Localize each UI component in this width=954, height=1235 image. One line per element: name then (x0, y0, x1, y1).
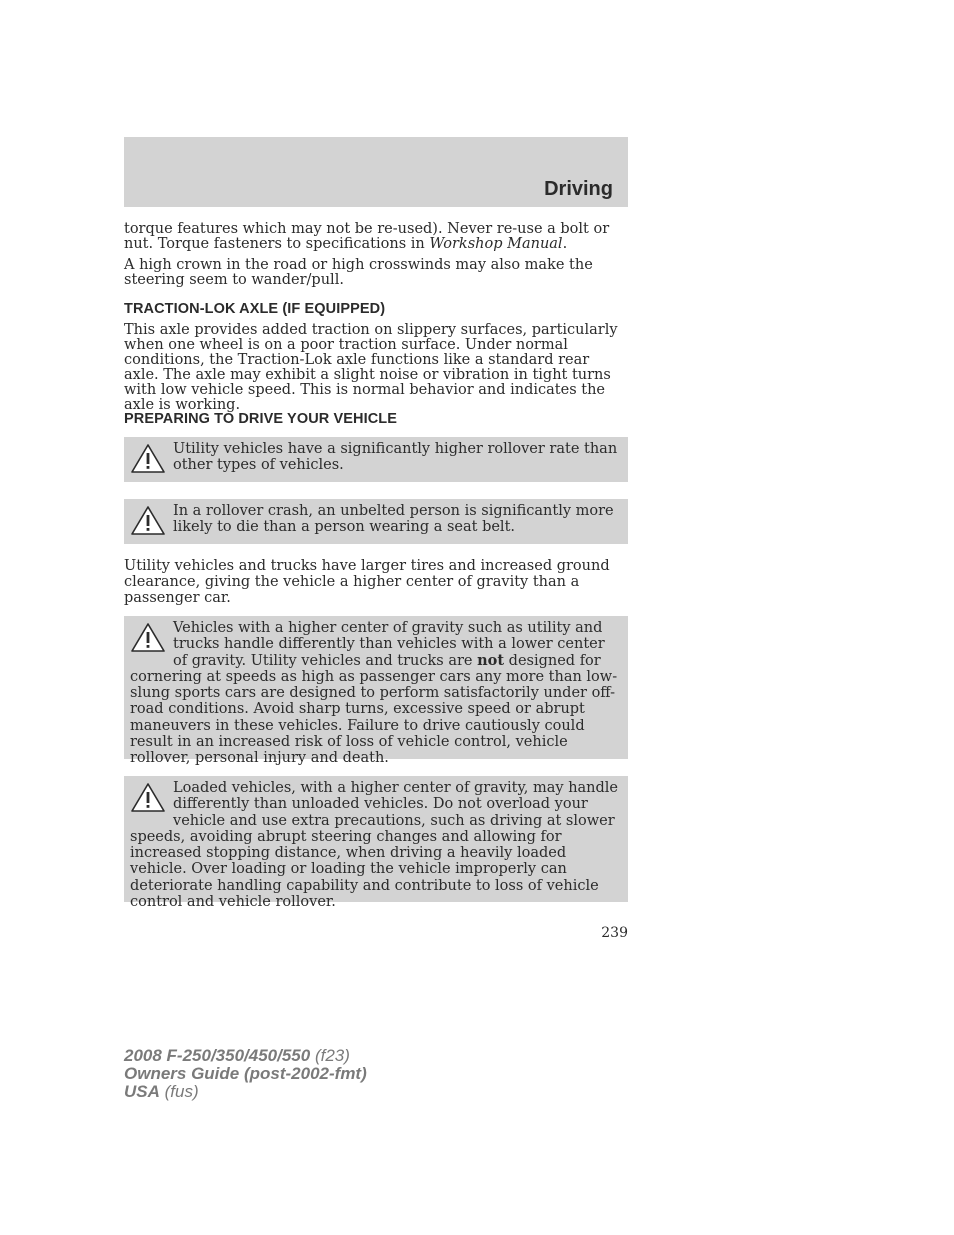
paragraph-torque-end: . (562, 236, 568, 252)
heading-traction-lok: TRACTION-LOK AXLE (IF EQUIPPED) (124, 301, 386, 317)
warning-text-part: designed for cornering at speeds as high as passenger cars any more than low-slung sports cars are designed to perform satisfactorily under off-road conditions. Avoid sharp turns, excessive speed or abrupt maneuvers in these vehicles. Failure to drive cautiously could result in an increased risk of loss of vehicle control, vehicle rollover, personal injury and death. (130, 652, 618, 767)
paragraph-crown: A high crown in the road or high crosswinds may also make the steering seem to wander/pull. (124, 257, 593, 288)
paragraph-center-of-gravity: Utility vehicles and trucks have larger tires and increased ground clearance, giving the vehicle a higher center of gravity than a passenger car. (124, 558, 610, 606)
footer-model-code: (f23) (310, 1046, 350, 1065)
warning-box-unbelted (124, 499, 628, 544)
warning-text-part: Vehicles with a higher center of gravity such as utility and trucks handle differently than vehicles with a lower center of gravity. Utility vehicles and trucks are (173, 620, 605, 669)
warning-emphasis-not: not (477, 651, 505, 669)
warning-text (130, 620, 622, 767)
warning-triangle-icon (130, 505, 166, 537)
paragraph-torque (124, 222, 626, 252)
footer-region-code: (fus) (159, 1082, 199, 1101)
section-title: Driving (544, 178, 613, 200)
page-number: 239 (601, 925, 628, 941)
footer-guide: Owners Guide (post-2002-fmt) (124, 1064, 367, 1083)
footer-model-line (124, 1047, 367, 1065)
warning-box-loaded-vehicles (124, 776, 628, 911)
warning-triangle-icon (130, 782, 166, 814)
warning-box-handling (124, 616, 628, 767)
document-footer (124, 1047, 367, 1101)
paragraph-traction-lok: This axle provides added traction on slippery surfaces, particularly when one wheel is on a poor traction surface. Under normal conditions, the Traction-Lok axle functions like a standard rear axle. The axle may exhibit a slight noise or vibration in tight turns with low vehicle speed. This is normal behavior and indicates the axle is working. (124, 322, 618, 413)
footer-region: USA (124, 1082, 160, 1101)
section-header-band (124, 137, 628, 207)
footer-guide-line (124, 1065, 367, 1083)
warning-triangle-icon (130, 443, 166, 475)
warning-triangle-icon (130, 622, 166, 654)
workshop-manual-reference: Workshop Manual (429, 236, 563, 252)
warning-text: Utility vehicles have a significantly higher rollover rate than other types of vehicles. (173, 441, 618, 474)
footer-region-line (124, 1083, 367, 1101)
footer-model: 2008 F-250/350/450/550 (124, 1046, 311, 1065)
warning-box-rollover-rate (124, 437, 628, 482)
heading-preparing-to-drive: PREPARING TO DRIVE YOUR VEHICLE (124, 411, 398, 427)
warning-text: In a rollover crash, an unbelted person is significantly more likely to die than a person wearing a seat belt. (173, 503, 614, 536)
paragraph-torque-text: torque features which may not be re-used). Never re-use a bolt or nut. Torque fasteners to specifications in (124, 221, 610, 252)
warning-text: Loaded vehicles, with a higher center of gravity, may handle differently than unloaded vehicles. Do not overload your vehicle and use extra precautions, such as driving at slower speeds, avoiding abrupt steering changes and allowing for increased stopping distance, when driving a heavily loaded vehicle. Over loading or loading the vehicle improperly can deteriorate handling capability and contribute to loss of vehicle control and vehicle rollover. (130, 780, 619, 911)
